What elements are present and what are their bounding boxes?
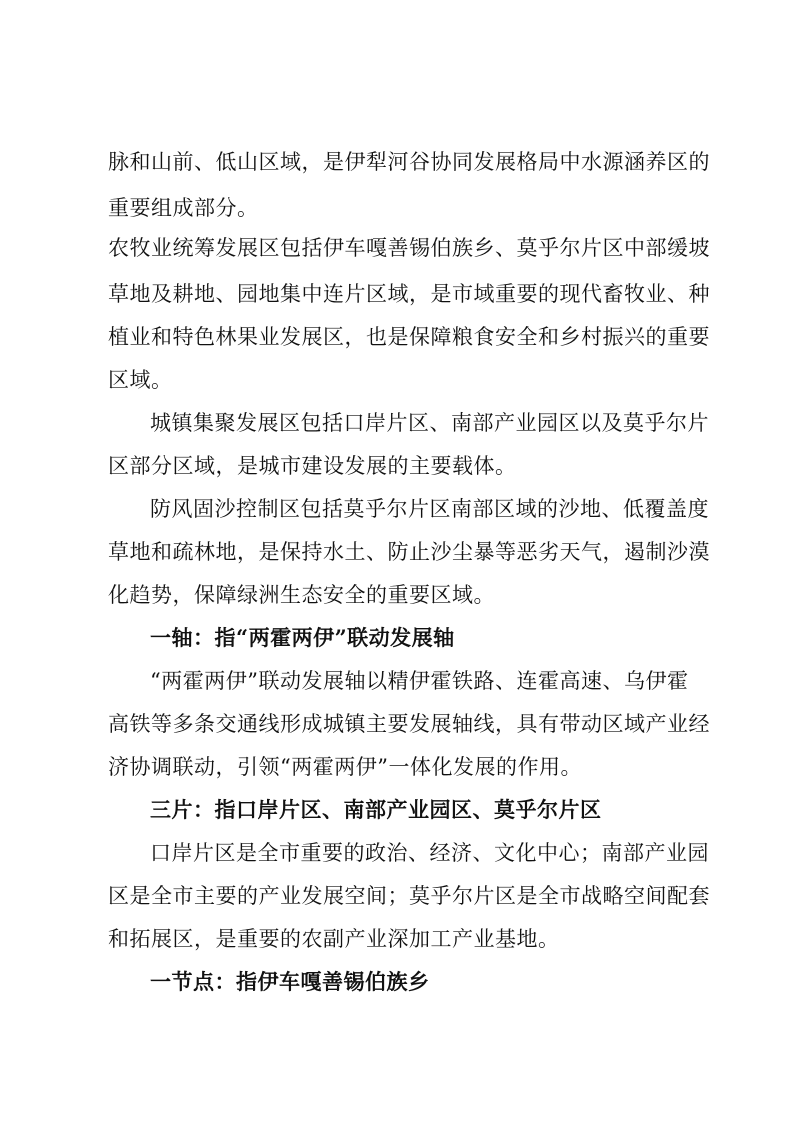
paragraph-5-line-2: 高铁等多条交通线形成城镇主要发展轴线，具有带动区域产业经 <box>108 712 710 736</box>
section-heading-node: 一节点：指伊车嘎善锡伯族乡 <box>150 969 430 994</box>
paragraph-2-line-3: 植业和特色林果业发展区，也是保障粮食安全和乡村振兴的重要 <box>108 325 710 349</box>
paragraph-6-line-2: 区是全市主要的产业发展空间；莫乎尔片区是全市战略空间配套 <box>108 884 710 908</box>
paragraph-2-line-4: 区域。 <box>108 368 173 392</box>
paragraph-4-line-2: 草地和疏林地，是保持水土、防止沙尘暴等恶劣天气，遏制沙漠 <box>108 540 710 564</box>
section-heading-three-zones: 三片：指口岸片区、南部产业园区、莫乎尔片区 <box>150 797 602 822</box>
paragraph-5-line-1: “两霍两伊”联动发展轴以精伊霍铁路、连霍高速、乌伊霍 <box>150 669 689 693</box>
paragraph-3-line-1: 城镇集聚发展区包括口岸片区、南部产业园区以及莫乎尔片 <box>150 411 709 435</box>
paragraph-6-line-3: 和拓展区，是重要的农副产业深加工产业基地。 <box>108 927 560 951</box>
paragraph-6-line-1: 口岸片区是全市重要的政治、经济、文化中心；南部产业园 <box>150 841 709 865</box>
section-heading-axis: 一轴：指“两霍两伊”联动发展轴 <box>150 625 455 650</box>
paragraph-3-line-2: 区部分区域，是城市建设发展的主要载体。 <box>108 454 517 478</box>
paragraph-2-line-1: 农牧业统筹发展区包括伊车嘎善锡伯族乡、莫乎尔片区中部缓坡 <box>108 236 710 260</box>
paragraph-1-line-2: 重要组成部分。 <box>108 196 259 220</box>
paragraph-4-line-3: 化趋势，保障绿洲生态安全的重要区域。 <box>108 583 495 607</box>
paragraph-1-line-1: 脉和山前、低山区域，是伊犁河谷协同发展格局中水源涵养区的 <box>108 150 710 174</box>
paragraph-2-line-2: 草地及耕地、园地集中连片区域，是市域重要的现代畜牧业、种 <box>108 282 710 306</box>
paragraph-4-line-1: 防风固沙控制区包括莫乎尔片区南部区域的沙地、低覆盖度 <box>150 497 709 521</box>
paragraph-5-line-3: 济协调联动，引领“两霍两伊”一体化发展的作用。 <box>108 755 582 779</box>
